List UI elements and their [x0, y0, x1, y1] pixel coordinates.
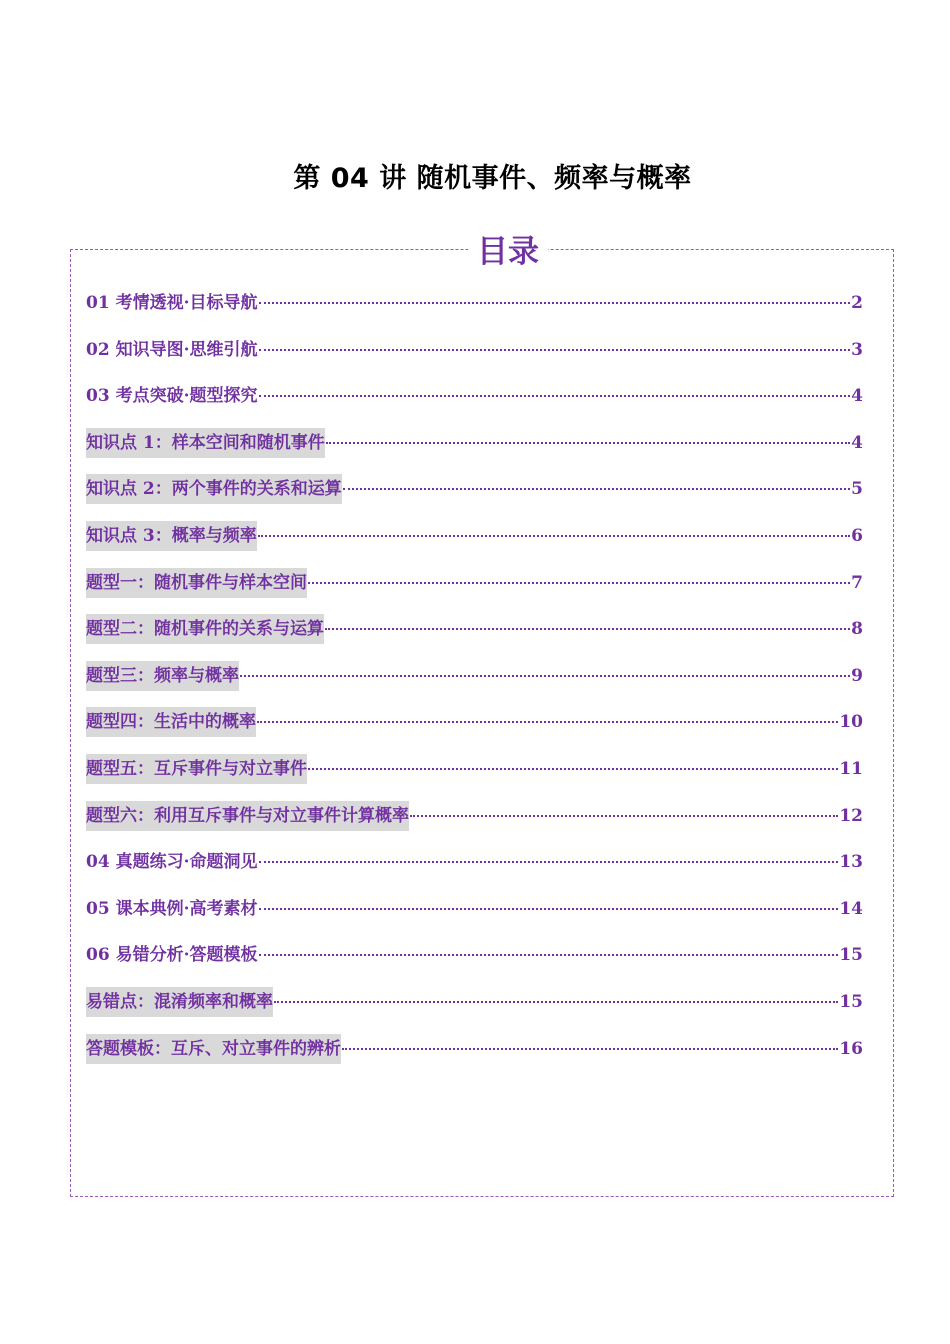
toc-entry[interactable]: [86, 335, 863, 382]
toc-dot-leader: [342, 1048, 838, 1050]
document-title: 第 04 讲 随机事件、频率与概率: [293, 163, 692, 194]
toc-entry[interactable]: [86, 987, 863, 1034]
toc-entry[interactable]: [86, 801, 863, 848]
toc-entry-page: 14: [839, 898, 863, 919]
toc-entry-page: 8: [851, 619, 863, 640]
toc-dot-leader: [258, 535, 850, 537]
toc-dot-leader: [259, 954, 839, 956]
toc-entry-label: 题型一：随机事件与样本空间: [86, 568, 307, 598]
toc-entry-page: 4: [851, 386, 863, 407]
toc-entry-label: 易错点：混淆频率和概率: [86, 987, 273, 1017]
toc-entry-page: 5: [851, 479, 863, 500]
toc-entry[interactable]: [86, 381, 863, 428]
toc-entry-page: 4: [851, 432, 863, 453]
toc-dot-leader: [259, 908, 839, 910]
toc-entry[interactable]: [86, 288, 863, 335]
toc-entry-page: 7: [851, 572, 863, 593]
toc-dot-leader: [259, 861, 839, 863]
toc-entry[interactable]: [86, 568, 863, 615]
toc-entry-page: 6: [851, 525, 863, 546]
toc-entry-label: 知识点 2：两个事件的关系和运算: [86, 474, 342, 504]
toc-dot-leader: [259, 395, 851, 397]
toc-entry-page: 9: [851, 665, 863, 686]
toc-dot-leader: [343, 488, 850, 490]
toc-entry-page: 3: [851, 339, 863, 360]
toc-dot-leader: [257, 721, 838, 723]
toc-entry[interactable]: [86, 894, 863, 941]
toc-entry-page: 12: [839, 805, 863, 826]
toc-entry[interactable]: [86, 521, 863, 568]
toc-dot-leader: [308, 582, 850, 584]
toc-list: [86, 288, 863, 1080]
toc-dot-leader: [259, 349, 851, 351]
toc-entry[interactable]: [86, 754, 863, 801]
toc-entry-label: 答题模板：互斥、对立事件的辨析: [86, 1034, 341, 1064]
toc-dot-leader: [410, 815, 838, 817]
toc-entry[interactable]: [86, 1034, 863, 1081]
toc-entry-label: 题型四：生活中的概率: [86, 707, 256, 737]
toc-entry-label: 01 考情透视·目标导航: [86, 293, 258, 313]
toc-entry-label: 题型二：随机事件的关系与运算: [86, 614, 324, 644]
toc-dot-leader: [308, 768, 838, 770]
toc-entry-page: 11: [839, 758, 863, 779]
toc-entry-page: 16: [839, 1038, 863, 1059]
toc-entry[interactable]: [86, 847, 863, 894]
toc-entry[interactable]: [86, 474, 863, 521]
toc-entry-label: 06 易错分析·答题模板: [86, 945, 258, 966]
toc-entry[interactable]: [86, 614, 863, 661]
toc-entry-label: 题型五：互斥事件与对立事件: [86, 754, 307, 784]
toc-entry-page: 10: [839, 712, 863, 733]
toc-entry[interactable]: [86, 940, 863, 987]
toc-entry-page: 15: [839, 991, 863, 1012]
toc-entry-label: 05 课本典例·高考素材: [86, 898, 258, 919]
toc-heading: 目录: [468, 230, 548, 274]
toc-entry-page: 2: [851, 293, 863, 313]
toc-entry-label: 题型三：频率与概率: [86, 661, 239, 691]
toc-dot-leader: [274, 1001, 838, 1003]
toc-entry-label: 知识点 3：概率与频率: [86, 521, 257, 551]
toc-entry[interactable]: [86, 428, 863, 475]
toc-entry-page: 15: [839, 945, 863, 966]
toc-entry-label: 03 考点突破·题型探究: [86, 386, 258, 407]
toc-dot-leader: [325, 628, 850, 630]
toc-entry[interactable]: [86, 707, 863, 754]
toc-entry[interactable]: [86, 661, 863, 708]
toc-entry-label: 题型六：利用互斥事件与对立事件计算概率: [86, 801, 409, 831]
toc-entry-label: 02 知识导图·思维引航: [86, 339, 258, 360]
toc-dot-leader: [240, 675, 850, 677]
toc-entry-label: 04 真题练习·命题洞见: [86, 852, 258, 873]
toc-entry-page: 13: [839, 852, 863, 873]
toc-dot-leader: [259, 302, 851, 304]
toc-dot-leader: [326, 442, 850, 444]
toc-entry-label: 知识点 1：样本空间和随机事件: [86, 428, 325, 458]
